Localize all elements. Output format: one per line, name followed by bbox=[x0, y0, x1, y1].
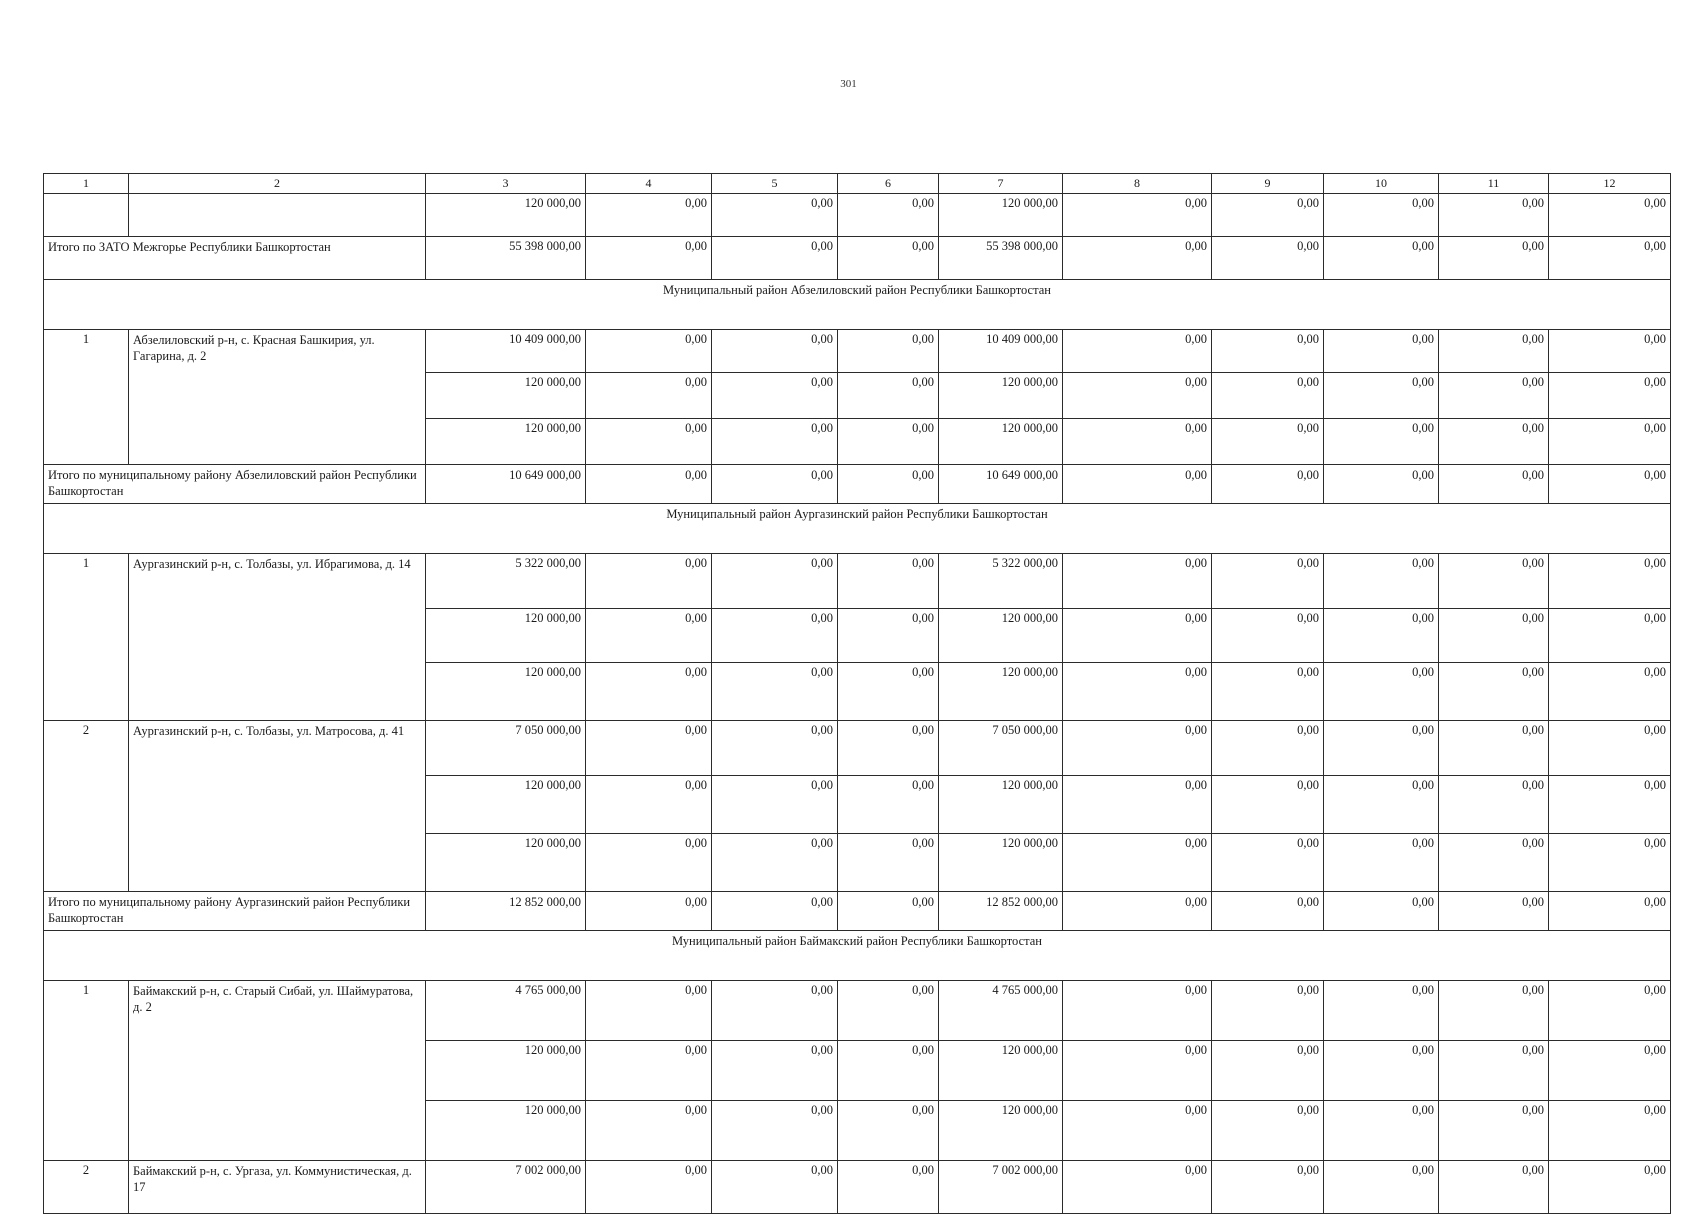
value-cell: 120 000,00 bbox=[426, 419, 586, 465]
value-cell: 120 000,00 bbox=[939, 373, 1063, 419]
value-cell: 0,00 bbox=[1212, 1101, 1324, 1161]
header-cell: 12 bbox=[1549, 174, 1671, 194]
value-cell: 0,00 bbox=[1212, 194, 1324, 237]
section-title: Муниципальный район Абзелиловский район Республики Башкортостан bbox=[44, 280, 1671, 330]
value-cell: 0,00 bbox=[1439, 1101, 1549, 1161]
value-cell: 0,00 bbox=[838, 834, 939, 892]
value-cell: 0,00 bbox=[586, 981, 712, 1041]
value-cell: 0,00 bbox=[1439, 609, 1549, 663]
row-number-cell: 1 bbox=[44, 981, 129, 1161]
value-cell: 0,00 bbox=[838, 1161, 939, 1214]
section-row bbox=[44, 931, 1671, 981]
value-cell: 0,00 bbox=[586, 609, 712, 663]
section-title: Муниципальный район Аургазинский район Республики Башкортостан bbox=[44, 504, 1671, 554]
value-cell: 0,00 bbox=[712, 330, 838, 373]
value-cell: 0,00 bbox=[712, 237, 838, 280]
value-cell: 0,00 bbox=[1324, 609, 1439, 663]
value-cell: 0,00 bbox=[1324, 663, 1439, 721]
value-cell: 0,00 bbox=[1212, 981, 1324, 1041]
header-cell: 7 bbox=[939, 174, 1063, 194]
value-cell: 0,00 bbox=[1324, 1101, 1439, 1161]
row-number-cell bbox=[44, 194, 129, 237]
value-cell: 0,00 bbox=[712, 981, 838, 1041]
value-cell: 0,00 bbox=[838, 373, 939, 419]
value-cell: 0,00 bbox=[712, 194, 838, 237]
value-cell: 0,00 bbox=[586, 237, 712, 280]
value-cell: 120 000,00 bbox=[426, 834, 586, 892]
value-cell: 0,00 bbox=[1549, 330, 1671, 373]
value-cell: 0,00 bbox=[586, 1101, 712, 1161]
value-cell: 0,00 bbox=[1324, 834, 1439, 892]
section-title: Муниципальный район Баймакский район Республики Башкортостан bbox=[44, 931, 1671, 981]
table-row bbox=[44, 721, 1671, 776]
value-cell: 120 000,00 bbox=[939, 834, 1063, 892]
total-row bbox=[44, 237, 1671, 280]
value-cell: 0,00 bbox=[1212, 465, 1324, 504]
value-cell: 7 002 000,00 bbox=[426, 1161, 586, 1214]
value-cell: 0,00 bbox=[586, 663, 712, 721]
value-cell: 0,00 bbox=[1212, 1041, 1324, 1101]
value-cell: 0,00 bbox=[838, 892, 939, 931]
value-cell: 0,00 bbox=[1212, 892, 1324, 931]
value-cell: 0,00 bbox=[1549, 663, 1671, 721]
value-cell: 0,00 bbox=[586, 330, 712, 373]
value-cell: 0,00 bbox=[1439, 237, 1549, 280]
header-cell: 8 bbox=[1063, 174, 1212, 194]
value-cell: 0,00 bbox=[1212, 237, 1324, 280]
value-cell: 10 649 000,00 bbox=[939, 465, 1063, 504]
value-cell: 0,00 bbox=[1549, 609, 1671, 663]
value-cell: 0,00 bbox=[586, 554, 712, 609]
value-cell: 0,00 bbox=[586, 834, 712, 892]
value-cell: 0,00 bbox=[838, 330, 939, 373]
value-cell: 0,00 bbox=[1549, 1161, 1671, 1214]
section-row bbox=[44, 280, 1671, 330]
value-cell: 0,00 bbox=[1324, 373, 1439, 419]
value-cell: 0,00 bbox=[712, 776, 838, 834]
value-cell: 0,00 bbox=[712, 373, 838, 419]
value-cell: 120 000,00 bbox=[426, 663, 586, 721]
value-cell: 0,00 bbox=[1549, 419, 1671, 465]
value-cell: 0,00 bbox=[838, 1101, 939, 1161]
value-cell: 0,00 bbox=[1324, 237, 1439, 280]
section-row bbox=[44, 504, 1671, 554]
value-cell: 0,00 bbox=[1439, 721, 1549, 776]
header-row bbox=[44, 174, 1671, 194]
value-cell: 0,00 bbox=[1212, 419, 1324, 465]
value-cell: 0,00 bbox=[1324, 981, 1439, 1041]
value-cell: 0,00 bbox=[1063, 237, 1212, 280]
value-cell: 10 409 000,00 bbox=[939, 330, 1063, 373]
table-row bbox=[44, 1161, 1671, 1214]
value-cell: 55 398 000,00 bbox=[426, 237, 586, 280]
header-cell: 4 bbox=[586, 174, 712, 194]
value-cell: 0,00 bbox=[1324, 554, 1439, 609]
value-cell: 5 322 000,00 bbox=[426, 554, 586, 609]
value-cell: 0,00 bbox=[712, 1041, 838, 1101]
value-cell: 0,00 bbox=[838, 194, 939, 237]
value-cell: 0,00 bbox=[1324, 892, 1439, 931]
table-row bbox=[44, 554, 1671, 609]
value-cell: 0,00 bbox=[586, 194, 712, 237]
value-cell: 55 398 000,00 bbox=[939, 237, 1063, 280]
value-cell: 0,00 bbox=[838, 419, 939, 465]
value-cell: 0,00 bbox=[712, 1101, 838, 1161]
value-cell: 0,00 bbox=[1063, 663, 1212, 721]
row-number-cell: 1 bbox=[44, 330, 129, 465]
value-cell: 0,00 bbox=[712, 721, 838, 776]
value-cell: 0,00 bbox=[586, 892, 712, 931]
header-cell: 5 bbox=[712, 174, 838, 194]
value-cell: 0,00 bbox=[1212, 609, 1324, 663]
row-number-cell: 1 bbox=[44, 554, 129, 721]
value-cell: 0,00 bbox=[1063, 465, 1212, 504]
value-cell: 0,00 bbox=[1439, 834, 1549, 892]
value-cell: 7 050 000,00 bbox=[426, 721, 586, 776]
value-cell: 0,00 bbox=[712, 465, 838, 504]
value-cell: 0,00 bbox=[1439, 981, 1549, 1041]
value-cell: 120 000,00 bbox=[426, 1101, 586, 1161]
header-cell: 2 bbox=[129, 174, 426, 194]
value-cell: 0,00 bbox=[1549, 373, 1671, 419]
value-cell: 0,00 bbox=[1439, 330, 1549, 373]
address-cell: Аургазинский р-н, с. Толбазы, ул. Ибрагимова, д. 14 bbox=[129, 554, 426, 721]
value-cell: 0,00 bbox=[1549, 237, 1671, 280]
header-cell: 1 bbox=[44, 174, 129, 194]
budget-table bbox=[43, 173, 1671, 1214]
table-row bbox=[44, 330, 1671, 373]
value-cell: 0,00 bbox=[1439, 554, 1549, 609]
value-cell: 0,00 bbox=[712, 834, 838, 892]
row-number-cell: 2 bbox=[44, 721, 129, 892]
value-cell: 0,00 bbox=[1212, 554, 1324, 609]
value-cell: 0,00 bbox=[1063, 834, 1212, 892]
value-cell: 0,00 bbox=[1324, 194, 1439, 237]
value-cell: 0,00 bbox=[586, 373, 712, 419]
value-cell: 10 409 000,00 bbox=[426, 330, 586, 373]
value-cell: 0,00 bbox=[1439, 1041, 1549, 1101]
value-cell: 0,00 bbox=[712, 609, 838, 663]
value-cell: 0,00 bbox=[838, 981, 939, 1041]
value-cell: 120 000,00 bbox=[426, 776, 586, 834]
value-cell: 0,00 bbox=[838, 465, 939, 504]
value-cell: 0,00 bbox=[1549, 1101, 1671, 1161]
value-cell: 12 852 000,00 bbox=[426, 892, 586, 931]
value-cell: 0,00 bbox=[1549, 776, 1671, 834]
value-cell: 120 000,00 bbox=[939, 419, 1063, 465]
value-cell: 0,00 bbox=[1063, 330, 1212, 373]
value-cell: 0,00 bbox=[1549, 721, 1671, 776]
table-row bbox=[44, 981, 1671, 1041]
value-cell: 0,00 bbox=[1549, 465, 1671, 504]
value-cell: 0,00 bbox=[1063, 892, 1212, 931]
value-cell: 0,00 bbox=[1324, 1041, 1439, 1101]
value-cell: 0,00 bbox=[1063, 1161, 1212, 1214]
value-cell: 0,00 bbox=[1324, 721, 1439, 776]
value-cell: 0,00 bbox=[586, 465, 712, 504]
total-row bbox=[44, 892, 1671, 931]
value-cell: 0,00 bbox=[586, 776, 712, 834]
value-cell: 0,00 bbox=[712, 554, 838, 609]
value-cell: 5 322 000,00 bbox=[939, 554, 1063, 609]
table-row bbox=[44, 194, 1671, 237]
value-cell: 0,00 bbox=[1439, 194, 1549, 237]
value-cell: 0,00 bbox=[712, 1161, 838, 1214]
value-cell: 0,00 bbox=[838, 554, 939, 609]
value-cell: 0,00 bbox=[1063, 721, 1212, 776]
value-cell: 0,00 bbox=[1549, 1041, 1671, 1101]
value-cell: 0,00 bbox=[1439, 1161, 1549, 1214]
header-cell: 6 bbox=[838, 174, 939, 194]
value-cell: 0,00 bbox=[838, 663, 939, 721]
value-cell: 0,00 bbox=[1324, 330, 1439, 373]
value-cell: 0,00 bbox=[1439, 465, 1549, 504]
value-cell: 0,00 bbox=[1549, 554, 1671, 609]
value-cell: 0,00 bbox=[1549, 892, 1671, 931]
value-cell: 0,00 bbox=[1212, 776, 1324, 834]
value-cell: 0,00 bbox=[586, 419, 712, 465]
total-label: Итого по ЗАТО Межгорье Республики Башкортостан bbox=[44, 237, 426, 280]
value-cell: 120 000,00 bbox=[426, 609, 586, 663]
value-cell: 0,00 bbox=[1439, 419, 1549, 465]
value-cell: 120 000,00 bbox=[426, 194, 586, 237]
header-cell: 10 bbox=[1324, 174, 1439, 194]
value-cell: 0,00 bbox=[838, 776, 939, 834]
value-cell: 120 000,00 bbox=[939, 1041, 1063, 1101]
value-cell: 0,00 bbox=[1439, 892, 1549, 931]
value-cell: 0,00 bbox=[1212, 721, 1324, 776]
value-cell: 0,00 bbox=[712, 892, 838, 931]
value-cell: 0,00 bbox=[1549, 194, 1671, 237]
value-cell: 0,00 bbox=[586, 1161, 712, 1214]
value-cell: 7 050 000,00 bbox=[939, 721, 1063, 776]
value-cell: 0,00 bbox=[838, 609, 939, 663]
value-cell: 0,00 bbox=[1063, 373, 1212, 419]
value-cell: 120 000,00 bbox=[939, 609, 1063, 663]
value-cell: 0,00 bbox=[1324, 1161, 1439, 1214]
value-cell: 7 002 000,00 bbox=[939, 1161, 1063, 1214]
value-cell: 0,00 bbox=[838, 237, 939, 280]
value-cell: 0,00 bbox=[1212, 373, 1324, 419]
value-cell: 0,00 bbox=[586, 1041, 712, 1101]
header-cell: 3 bbox=[426, 174, 586, 194]
value-cell: 0,00 bbox=[1212, 663, 1324, 721]
header-cell: 9 bbox=[1212, 174, 1324, 194]
value-cell: 0,00 bbox=[1439, 373, 1549, 419]
value-cell: 0,00 bbox=[1324, 465, 1439, 504]
total-label: Итого по муниципальному району Аургазинский район Республики Башкортостан bbox=[44, 892, 426, 931]
value-cell: 0,00 bbox=[1063, 1041, 1212, 1101]
value-cell: 0,00 bbox=[838, 1041, 939, 1101]
value-cell: 120 000,00 bbox=[939, 776, 1063, 834]
value-cell: 120 000,00 bbox=[426, 373, 586, 419]
value-cell: 120 000,00 bbox=[939, 663, 1063, 721]
total-row bbox=[44, 465, 1671, 504]
value-cell: 0,00 bbox=[1549, 834, 1671, 892]
address-cell: Баймакский р-н, с. Ургаза, ул. Коммунистическая, д. 17 bbox=[129, 1161, 426, 1214]
value-cell: 0,00 bbox=[838, 721, 939, 776]
value-cell: 4 765 000,00 bbox=[939, 981, 1063, 1041]
address-cell: Баймакский р-н, с. Старый Сибай, ул. Шаймуратова, д. 2 bbox=[129, 981, 426, 1161]
address-cell: Аургазинский р-н, с. Толбазы, ул. Матросова, д. 41 bbox=[129, 721, 426, 892]
row-number-cell: 2 bbox=[44, 1161, 129, 1214]
address-cell bbox=[129, 194, 426, 237]
address-cell: Абзелиловский р-н, с. Красная Башкирия, ул. Гагарина, д. 2 bbox=[129, 330, 426, 465]
value-cell: 120 000,00 bbox=[426, 1041, 586, 1101]
value-cell: 0,00 bbox=[712, 663, 838, 721]
value-cell: 120 000,00 bbox=[939, 1101, 1063, 1161]
value-cell: 0,00 bbox=[1212, 834, 1324, 892]
value-cell: 0,00 bbox=[1324, 419, 1439, 465]
value-cell: 0,00 bbox=[1549, 981, 1671, 1041]
value-cell: 0,00 bbox=[1063, 981, 1212, 1041]
value-cell: 12 852 000,00 bbox=[939, 892, 1063, 931]
value-cell: 120 000,00 bbox=[939, 194, 1063, 237]
value-cell: 0,00 bbox=[1063, 776, 1212, 834]
value-cell: 10 649 000,00 bbox=[426, 465, 586, 504]
page-number: 301 bbox=[840, 78, 857, 90]
value-cell: 0,00 bbox=[1439, 776, 1549, 834]
value-cell: 0,00 bbox=[1212, 330, 1324, 373]
value-cell: 0,00 bbox=[1063, 554, 1212, 609]
value-cell: 0,00 bbox=[1212, 1161, 1324, 1214]
value-cell: 4 765 000,00 bbox=[426, 981, 586, 1041]
header-cell: 11 bbox=[1439, 174, 1549, 194]
value-cell: 0,00 bbox=[1324, 776, 1439, 834]
value-cell: 0,00 bbox=[1063, 1101, 1212, 1161]
value-cell: 0,00 bbox=[1063, 419, 1212, 465]
value-cell: 0,00 bbox=[1063, 194, 1212, 237]
value-cell: 0,00 bbox=[586, 721, 712, 776]
value-cell: 0,00 bbox=[1063, 609, 1212, 663]
value-cell: 0,00 bbox=[1439, 663, 1549, 721]
total-label: Итого по муниципальному району Абзелиловский район Республики Башкортостан bbox=[44, 465, 426, 504]
value-cell: 0,00 bbox=[712, 419, 838, 465]
